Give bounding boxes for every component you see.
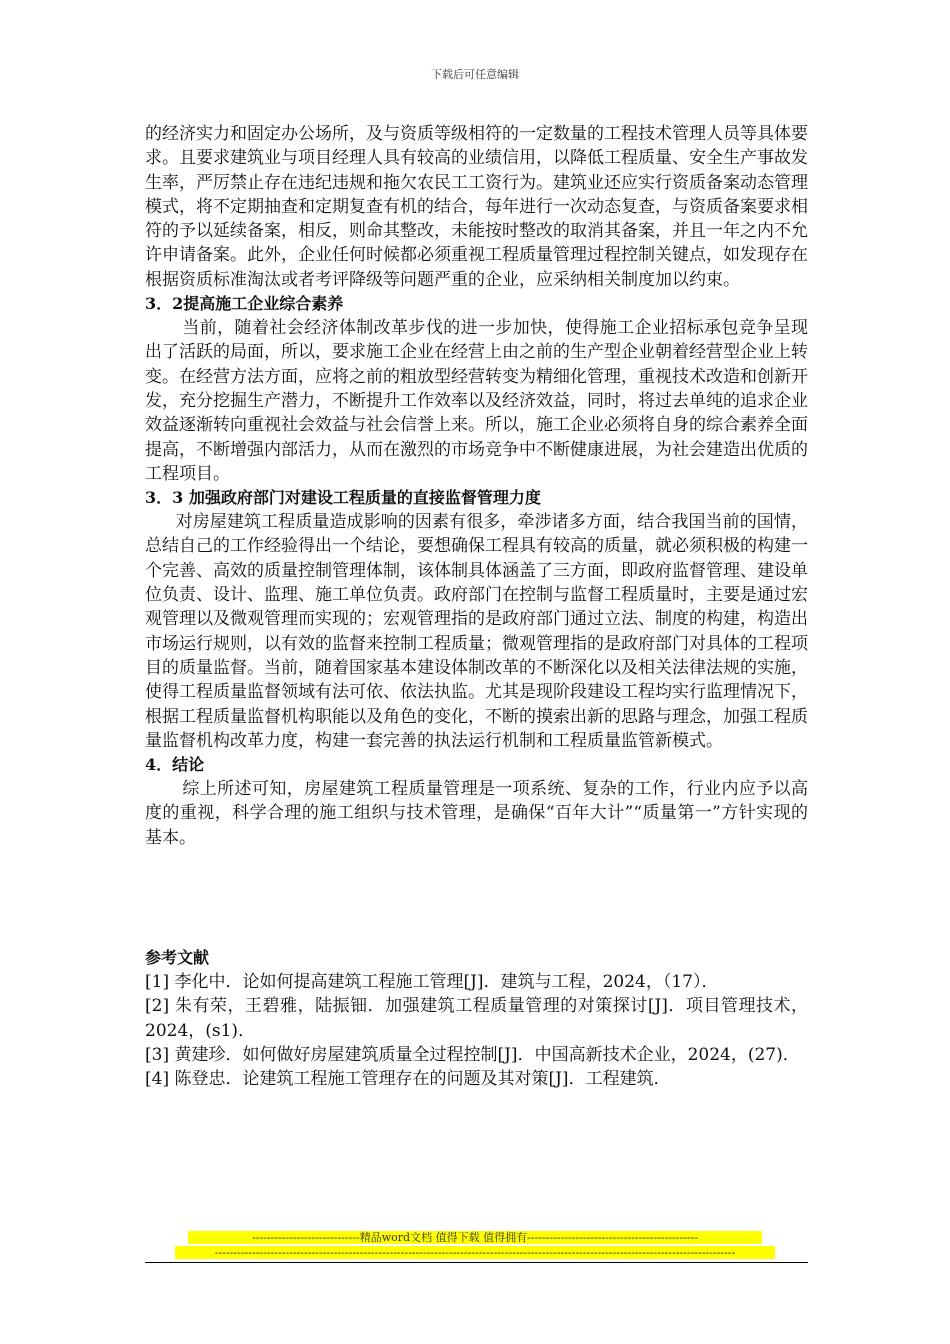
footer-banner-text: -----------------------------精品word文档 值得下载 值得拥有---------------------------------------------- bbox=[188, 1231, 762, 1244]
heading-4: 4．结论 bbox=[145, 755, 205, 775]
references-title: 参考文献 bbox=[145, 948, 210, 968]
heading-3-3: 3．3 加强政府部门对建设工程质量的直接监督管理力度 bbox=[145, 488, 541, 508]
paragraph-4: 综上所述可知，房屋建筑工程质量管理是一项系统、复杂的工作，行业内应予以高度的重视，科学合理的施工组织与技术管理，是确保“百年大计”“质量第一”方针实现的基本。 bbox=[145, 779, 808, 848]
footer-divider bbox=[145, 1262, 808, 1263]
reference-item: [2] 朱有荣，王碧雅，陆振钿．加强建筑工程质量管理的对策探讨[J]．项目管理技术，2024，(s1)． bbox=[145, 996, 808, 1041]
paragraph-3-3: 对房屋建筑工程质量造成影响的因素有很多，牵涉诸多方面，结合我国当前的国情，总结自己的工作经验得出一个结论，要想确保工程具有较高的质量，就必须积极的构建一个完善、高效的质量控制管理体制，该体制具体涵盖了三方面，即政府监督管理、建设单位负责、设计、监理、施工单位负责。政府部门在控制与监督工程质量时，主要是通过宏观管理以及微观管理而实现的；宏观管理指的是政府部门通过立法、制度的构建，构造出市场运行规则，以有效的监督来控制工程质量；微观管理指的是政府部门对具体的工程项目的质量监督。当前，随着国家基本建设体制改革的不断深化以及相关法律法规的实施，使得工程质量监督领域有法可依、依法执监。尤其是现阶段建设工程均实行监理情况下，根据工程质量监督机构职能以及角色的变化，不断的摸索出新的思路与理念，加强工程质量监督机构改革力度，构建一套完善的执法运行机制和工程质量监管新模式。 bbox=[145, 512, 808, 751]
heading-3-2: 3．2提高施工企业综合素养 bbox=[145, 294, 344, 314]
footer-banner-dashes: -------------------------------------------------------------------------------------------------------------------------------------------- bbox=[175, 1246, 775, 1259]
paragraph-3-2: 当前，随着社会经济体制改革步伐的进一步加快，使得施工企业招标承包竞争呈现出了活跃的局面，所以，要求施工企业在经营上由之前的生产型企业朝着经营型企业上转变。在经营方法方面，应将之前的粗放型经营转变为精细化管理，重视技术改造和创新开发，充分挖掘生产潜力，不断提升工作效率以及经济效益，同时，将过去单纯的追求企业效益逐渐转向重视社会效益与社会信誉上来。所以，施工企业必须将自身的综合素养全面提高，不断增强内部活力，从而在激烈的市场竞争中不断健康进展，为社会建造出优质的工程项目。 bbox=[145, 318, 808, 484]
document-body bbox=[145, 122, 808, 1092]
reference-item: [3] 黄建珍．如何做好房屋建筑质量全过程控制[J]．中国高新技术企业，2024，(27)． bbox=[145, 1044, 800, 1065]
page-header: 下载后可任意编辑 bbox=[431, 68, 519, 81]
reference-item: [1] 李化中．论如何提高建筑工程施工管理[J]．建筑与工程，2024，（17）． bbox=[145, 972, 719, 993]
reference-item: [4] 陈登忠．论建筑工程施工管理存在的问题及其对策[J]．工程建筑． bbox=[145, 1069, 671, 1090]
paragraph-intro: 的经济实力和固定办公场所，及与资质等级相符的一定数量的工程技术管理人员等具体要求。且要求建筑业与项目经理人具有较高的业绩信用，以降低工程质量、安全生产事故发生率，严厉禁止存在违纪违规和拖欠农民工工资行为。建筑业还应实行资质备案动态管理模式，将不定期抽查和定期复查有机的结合，每年进行一次动态复查，与资质备案要求相符的予以延续备案，相反，则命其整改，未能按时整改的取消其备案，并且一年之内不允许申请备案。此外，企业任何时候都必须重视工程质量管理过程控制关键点，如发现存在根据资质标准淘汰或者考评降级等问题严重的企业，应采纳相关制度加以约束。 bbox=[145, 124, 808, 290]
